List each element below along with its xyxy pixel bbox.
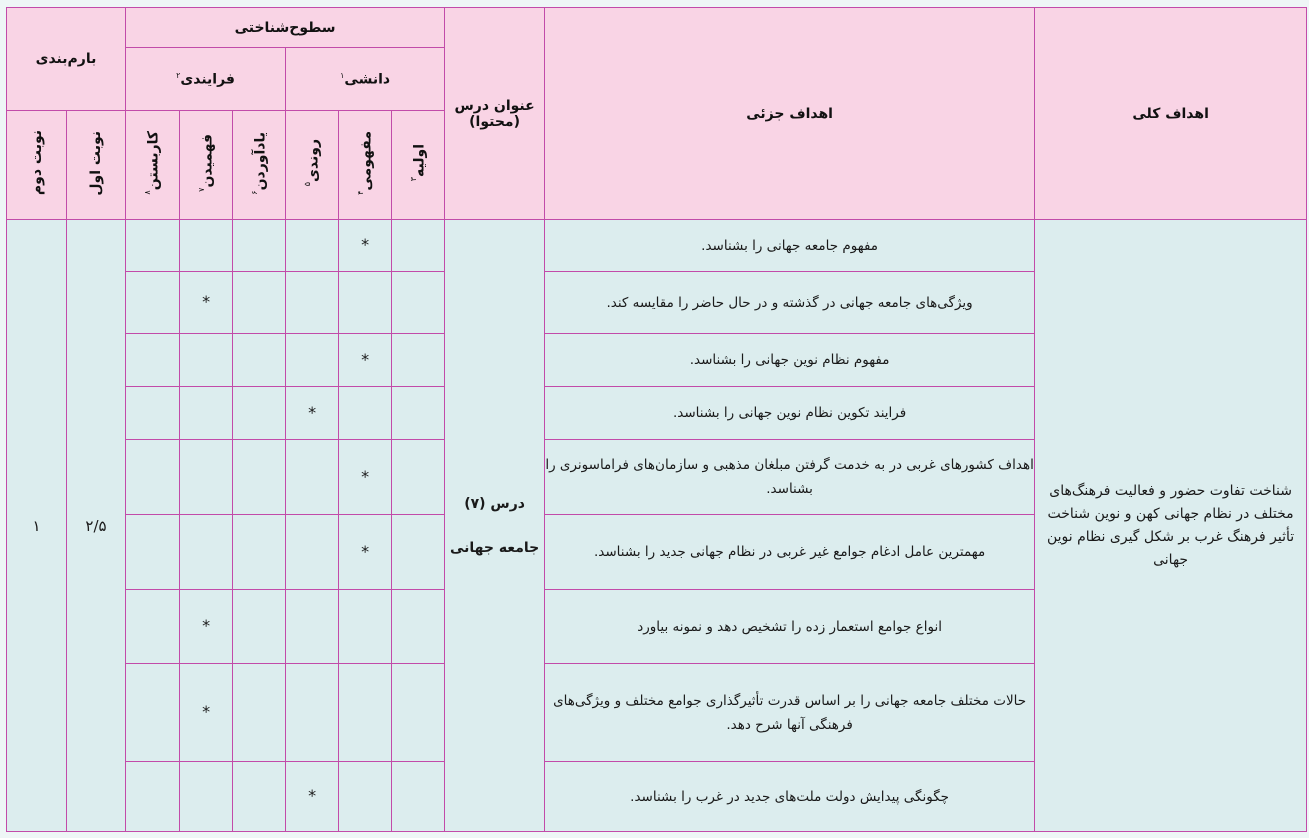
objective-cell: ویژگی‌های جامعه جهانی در گذشته و در حال حاضر را مقایسه کند. [545, 272, 1035, 334]
process-group-label: فرایندی [180, 71, 235, 88]
mark-cell [180, 334, 233, 387]
mark-cell [392, 664, 445, 762]
mark-cell [392, 387, 445, 440]
header-level-primary: اولیه$^۳$ [392, 111, 445, 220]
objective-cell: مفهوم جامعه جهانی را بشناسد. [545, 220, 1035, 272]
mark-cell [339, 664, 392, 762]
table-row [7, 220, 1307, 272]
objective-cell: چگونگی پیدایش دولت ملت‌های جدید در غرب را بشناسد. [545, 762, 1035, 832]
mark-cell [286, 220, 339, 272]
header-level-applying: کاربستن$^۸$ [126, 111, 180, 220]
mark-cell [180, 387, 233, 440]
mark-cell [392, 762, 445, 832]
objective-cell: حالات مختلف جامعه جهانی را بر اساس قدرت تأثیرگذاری جوامع مختلف و ویژگی‌های فرهنگی آنها شرح دهد. [545, 664, 1035, 762]
lesson-name: جامعه جهانی [449, 539, 540, 556]
mark-cell [180, 440, 233, 515]
header-level-conceptual: مفهومی$^۴$ [339, 111, 392, 220]
mark-cell [392, 440, 445, 515]
mark-cell [126, 440, 180, 515]
mark-cell [286, 515, 339, 590]
mark-cell: * [180, 664, 233, 762]
mark-cell [126, 590, 180, 664]
mark-cell: * [286, 387, 339, 440]
mark-cell: * [339, 440, 392, 515]
process-footnote: ۲ [176, 70, 181, 80]
mark-cell [126, 664, 180, 762]
mark-cell [286, 664, 339, 762]
lesson-title-cell [445, 220, 545, 832]
header-specific-goals: اهداف جزئی [545, 8, 1035, 220]
mark-cell [233, 334, 286, 387]
lesson-plan-table [6, 7, 1307, 832]
knowledge-footnote: ۱ [340, 70, 345, 80]
mark-cell [126, 387, 180, 440]
header-scoring: بارم‌بندی [7, 8, 126, 111]
mark-cell [233, 387, 286, 440]
mark-cell [180, 515, 233, 590]
header-level-understanding: فهمیدن$^۷$ [180, 111, 233, 220]
mark-cell: * [180, 590, 233, 664]
knowledge-group-label: دانشی [344, 71, 391, 88]
mark-cell [392, 272, 445, 334]
header-lesson-title [445, 8, 545, 220]
score-first-term: ۲/۵ [67, 220, 126, 832]
mark-cell: * [286, 762, 339, 832]
mark-cell: * [339, 220, 392, 272]
objective-cell: مفهوم نظام نوین جهانی را بشناسد. [545, 334, 1035, 387]
mark-cell [233, 220, 286, 272]
mark-cell: * [180, 272, 233, 334]
header-process-group [126, 48, 286, 111]
score-second-term: ۱ [7, 220, 67, 832]
general-goal-cell: شناخت تفاوت حضور و فعالیت فرهنگ‌های مختلف در نظام جهانی کهن و نوین شناخت تأثیر فرهنگ غرب بر شکل گیری نظام نوین جهانی [1035, 220, 1307, 832]
objective-cell: فرایند تکوین نظام نوین جهانی را بشناسد. [545, 387, 1035, 440]
header-knowledge-group [286, 48, 445, 111]
mark-cell [126, 515, 180, 590]
mark-cell: * [339, 515, 392, 590]
header-general-goals: اهداف کلی [1035, 8, 1307, 220]
mark-cell [339, 590, 392, 664]
lesson-title-label: عنوان درس [454, 97, 535, 114]
objective-cell: اهداف کشورهای غربی در به خدمت گرفتن مبلغان مذهبی و سازمان‌های فراماسونری را بشناسد. [545, 440, 1035, 515]
mark-cell [233, 590, 286, 664]
mark-cell [126, 762, 180, 832]
objective-cell: مهمترین عامل ادغام جوامع غیر غربی در نظام جهانی جدید را بشناسد. [545, 515, 1035, 590]
mark-cell [286, 590, 339, 664]
mark-cell [392, 590, 445, 664]
mark-cell [180, 220, 233, 272]
mark-cell [339, 272, 392, 334]
mark-cell [126, 334, 180, 387]
lesson-title-sub: (محتوا) [469, 113, 521, 130]
mark-cell [286, 334, 339, 387]
mark-cell [233, 515, 286, 590]
header-first-term: نوبت اول [67, 111, 126, 220]
mark-cell [392, 515, 445, 590]
objective-cell: انواع جوامع استعمار زده را تشخیص دهد و نمونه بیاورد [545, 590, 1035, 664]
header-cognitive-levels: سطوح‌شناختی [126, 8, 445, 48]
mark-cell [233, 440, 286, 515]
mark-cell [233, 272, 286, 334]
mark-cell [233, 762, 286, 832]
mark-cell [126, 272, 180, 334]
mark-cell [286, 440, 339, 515]
header-second-term: نوبت دوم [7, 111, 67, 220]
header-level-remembering: یادآوردن$^۶$ [233, 111, 286, 220]
mark-cell [392, 220, 445, 272]
mark-cell [286, 272, 339, 334]
mark-cell [233, 664, 286, 762]
mark-cell [339, 762, 392, 832]
mark-cell [180, 762, 233, 832]
lesson-number: درس (۷) [464, 495, 525, 512]
mark-cell [126, 220, 180, 272]
header-level-procedural: روندی$^۵$ [286, 111, 339, 220]
mark-cell [339, 387, 392, 440]
mark-cell: * [339, 334, 392, 387]
mark-cell [392, 334, 445, 387]
